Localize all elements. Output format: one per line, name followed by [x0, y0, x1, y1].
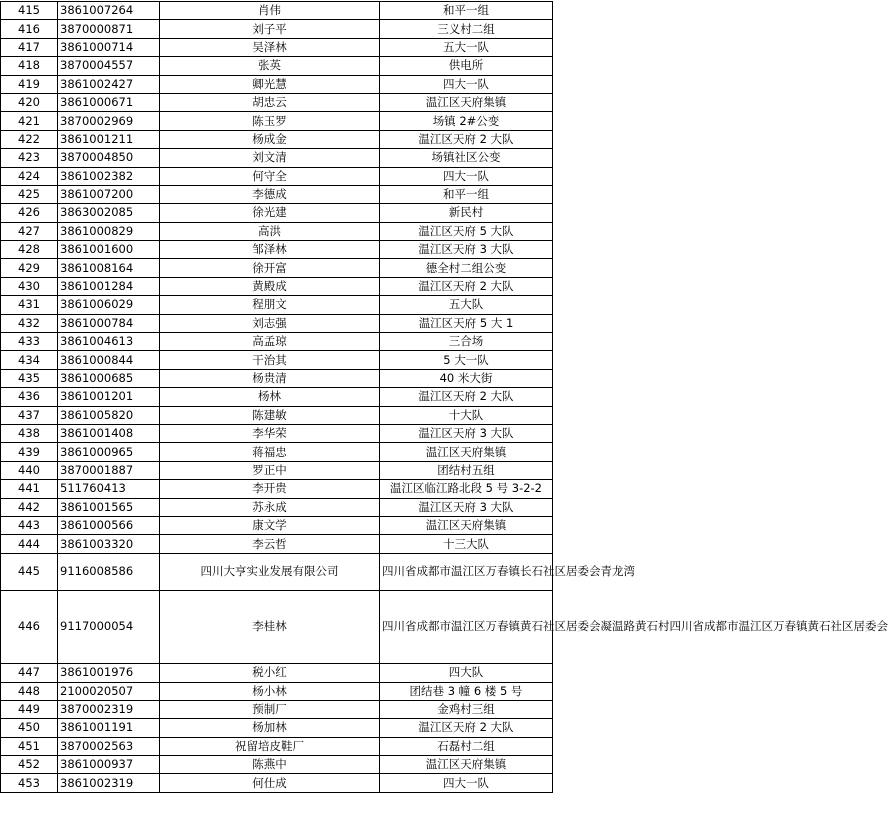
account-number-cell: 3861004613: [58, 333, 160, 351]
customer-name-cell: 邹泽林: [160, 241, 380, 259]
table-row: [1, 516, 553, 534]
customer-name-cell: 李华荣: [160, 424, 380, 442]
row-number-cell: 433: [1, 333, 58, 351]
customer-name-cell: 李开贵: [160, 480, 380, 498]
account-number-cell: 511760413: [58, 480, 160, 498]
account-number-cell: 3870000871: [58, 20, 160, 38]
customer-name-cell: 预制厂: [160, 700, 380, 718]
address-cell: 四大一队: [380, 774, 553, 792]
table-row: [1, 2, 553, 20]
account-number-cell: 3861001191: [58, 719, 160, 737]
account-number-cell: 3870002563: [58, 737, 160, 755]
table-row: [1, 737, 553, 755]
row-number-cell: 441: [1, 480, 58, 498]
address-cell: 四大一队: [380, 167, 553, 185]
address-cell: 和平一组: [380, 185, 553, 203]
address-cell: 金鸡村三组: [380, 700, 553, 718]
row-number-cell: 450: [1, 719, 58, 737]
address-cell: 五大一队: [380, 38, 553, 56]
table-row: [1, 774, 553, 792]
customer-name-cell: 税小红: [160, 664, 380, 682]
account-number-cell: 3861001600: [58, 241, 160, 259]
table-row: [1, 93, 553, 111]
table-row: [1, 388, 553, 406]
row-number-cell: 415: [1, 2, 58, 20]
address-cell: 5 大一队: [380, 351, 553, 369]
table-row: [1, 222, 553, 240]
table-row: [1, 424, 553, 442]
address-cell: 四川省成都市温江区万春镇黄石社区居委会凝温路黄石村四川省成都市温江区万春镇黄石社区居委会: [380, 590, 553, 664]
customer-name-cell: 杨成金: [160, 130, 380, 148]
row-number-cell: 435: [1, 369, 58, 387]
customer-name-cell: 胡忠云: [160, 93, 380, 111]
account-number-cell: 3861002427: [58, 75, 160, 93]
account-number-cell: 9116008586: [58, 553, 160, 590]
table-row: [1, 112, 553, 130]
address-cell: 三义村二组: [380, 20, 553, 38]
row-number-cell: 425: [1, 185, 58, 203]
address-cell: 场镇社区公变: [380, 149, 553, 167]
customer-name-cell: 罗正中: [160, 461, 380, 479]
row-number-cell: 448: [1, 682, 58, 700]
customer-name-cell: 高孟琼: [160, 333, 380, 351]
table-row: [1, 351, 553, 369]
address-cell: 温江区天府 5 大队: [380, 222, 553, 240]
account-number-cell: 3861000685: [58, 369, 160, 387]
table-row: [1, 38, 553, 56]
account-number-cell: 3861001408: [58, 424, 160, 442]
table-row: [1, 480, 553, 498]
address-cell: 温江区天府 5 大 1: [380, 314, 553, 332]
account-number-cell: 3863002085: [58, 204, 160, 222]
address-cell: 温江区天府集镇: [380, 93, 553, 111]
customer-name-cell: 康文学: [160, 516, 380, 534]
row-number-cell: 427: [1, 222, 58, 240]
address-cell: 和平一组: [380, 2, 553, 20]
table-row: [1, 719, 553, 737]
account-number-cell: 3870002969: [58, 112, 160, 130]
customer-name-cell: 陈建敏: [160, 406, 380, 424]
address-cell: 场镇 2#公变: [380, 112, 553, 130]
row-number-cell: 442: [1, 498, 58, 516]
account-number-cell: 3861001976: [58, 664, 160, 682]
address-cell: 温江区天府集镇: [380, 756, 553, 774]
row-number-cell: 446: [1, 590, 58, 664]
row-number-cell: 451: [1, 737, 58, 755]
address-cell: 温江区天府 2 大队: [380, 719, 553, 737]
customer-name-cell: 吴泽林: [160, 38, 380, 56]
account-number-cell: 3861001565: [58, 498, 160, 516]
row-number-cell: 420: [1, 93, 58, 111]
row-number-cell: 452: [1, 756, 58, 774]
row-number-cell: 419: [1, 75, 58, 93]
account-number-cell: 9117000054: [58, 590, 160, 664]
row-number-cell: 439: [1, 443, 58, 461]
table-row: [1, 406, 553, 424]
account-number-cell: 3861000671: [58, 93, 160, 111]
address-cell: 四大队: [380, 664, 553, 682]
address-cell: 温江区天府集镇: [380, 443, 553, 461]
address-cell: 三合场: [380, 333, 553, 351]
row-number-cell: 431: [1, 296, 58, 314]
customer-name-cell: 李德成: [160, 185, 380, 203]
account-number-cell: 3870002319: [58, 700, 160, 718]
customer-name-cell: 何仕成: [160, 774, 380, 792]
table-row: [1, 700, 553, 718]
table-row: [1, 756, 553, 774]
customer-name-cell: 卿光慧: [160, 75, 380, 93]
customer-name-cell: 杨贵清: [160, 369, 380, 387]
customer-name-cell: 刘文清: [160, 149, 380, 167]
customer-name-cell: 杨林: [160, 388, 380, 406]
account-number-cell: 3861001211: [58, 130, 160, 148]
address-cell: 四川省成都市温江区万春镇长石社区居委会青龙湾: [380, 553, 553, 590]
table-row: [1, 664, 553, 682]
row-number-cell: 432: [1, 314, 58, 332]
account-number-cell: 3861000566: [58, 516, 160, 534]
account-number-cell: 3861002382: [58, 167, 160, 185]
row-number-cell: 421: [1, 112, 58, 130]
address-cell: 温江区天府 2 大队: [380, 388, 553, 406]
account-number-cell: 3861000714: [58, 38, 160, 56]
account-number-cell: 3870001887: [58, 461, 160, 479]
address-cell: 四大一队: [380, 75, 553, 93]
row-number-cell: 438: [1, 424, 58, 442]
account-number-cell: 3861000965: [58, 443, 160, 461]
record-table: [0, 1, 888, 793]
row-number-cell: 418: [1, 57, 58, 75]
account-number-cell: 3861003320: [58, 535, 160, 553]
account-number-cell: 3861000844: [58, 351, 160, 369]
table-row: [1, 535, 553, 553]
table-row: [1, 20, 553, 38]
customer-name-cell: 肖伟: [160, 2, 380, 20]
table-row: [1, 57, 553, 75]
row-number-cell: 429: [1, 259, 58, 277]
row-number-cell: 428: [1, 241, 58, 259]
address-cell: 新民村: [380, 204, 553, 222]
row-number-cell: 434: [1, 351, 58, 369]
address-cell: 十大队: [380, 406, 553, 424]
row-number-cell: 422: [1, 130, 58, 148]
table-row: [1, 314, 553, 332]
account-number-cell: 3861001201: [58, 388, 160, 406]
customer-name-cell: 程朋文: [160, 296, 380, 314]
table-row: [1, 682, 553, 700]
row-number-cell: 416: [1, 20, 58, 38]
address-cell: 温江区天府集镇: [380, 516, 553, 534]
address-cell: 温江区天府 3 大队: [380, 424, 553, 442]
account-number-cell: 3861000937: [58, 756, 160, 774]
account-number-cell: 3861008164: [58, 259, 160, 277]
row-number-cell: 437: [1, 406, 58, 424]
customer-name-cell: 杨加林: [160, 719, 380, 737]
table-row: [1, 259, 553, 277]
table-row: [1, 277, 553, 295]
customer-name-cell: 祝留培皮鞋厂: [160, 737, 380, 755]
table-row: [1, 443, 553, 461]
customer-name-cell: 高洪: [160, 222, 380, 240]
address-cell: 温江区天府 2 大队: [380, 277, 553, 295]
address-cell: 温江区临江路北段 5 号 3-2-2: [380, 480, 553, 498]
row-number-cell: 447: [1, 664, 58, 682]
table-row: [1, 185, 553, 203]
table-row: [1, 204, 553, 222]
table-row: [1, 241, 553, 259]
address-cell: 石磊村二组: [380, 737, 553, 755]
address-cell: 德全村二组公变: [380, 259, 553, 277]
account-number-cell: 3861006029: [58, 296, 160, 314]
account-number-cell: 3870004850: [58, 149, 160, 167]
account-number-cell: 3861000784: [58, 314, 160, 332]
table-row: [1, 149, 553, 167]
customer-name-cell: 刘子平: [160, 20, 380, 38]
customer-name-cell: 干治其: [160, 351, 380, 369]
table-row: [1, 167, 553, 185]
account-number-cell: 2100020507: [58, 682, 160, 700]
customer-name-cell: 何守全: [160, 167, 380, 185]
row-number-cell: 445: [1, 553, 58, 590]
address-cell: 五大队: [380, 296, 553, 314]
customer-name-cell: 陈燕中: [160, 756, 380, 774]
customer-name-cell: 杨小林: [160, 682, 380, 700]
record-table-body: [1, 2, 888, 793]
address-cell: 40 米大街: [380, 369, 553, 387]
customer-name-cell: 苏永成: [160, 498, 380, 516]
row-number-cell: 430: [1, 277, 58, 295]
account-number-cell: 3861005820: [58, 406, 160, 424]
address-cell: 十三大队: [380, 535, 553, 553]
address-cell: 温江区天府 3 大队: [380, 241, 553, 259]
row-number-cell: 444: [1, 535, 58, 553]
customer-name-cell: 张英: [160, 57, 380, 75]
table-row: [1, 130, 553, 148]
table-row: [1, 553, 553, 590]
row-number-cell: 426: [1, 204, 58, 222]
customer-name-cell: 黄殿成: [160, 277, 380, 295]
table-row: [1, 369, 553, 387]
customer-name-cell: 四川大亨实业发展有限公司: [160, 553, 380, 590]
address-cell: 温江区天府 3 大队: [380, 498, 553, 516]
table-row: [1, 75, 553, 93]
address-cell: 团结村五组: [380, 461, 553, 479]
customer-name-cell: 徐开富: [160, 259, 380, 277]
row-number-cell: 436: [1, 388, 58, 406]
customer-name-cell: 徐光建: [160, 204, 380, 222]
row-number-cell: 453: [1, 774, 58, 792]
row-number-cell: 449: [1, 700, 58, 718]
account-number-cell: 3870004557: [58, 57, 160, 75]
row-number-cell: 417: [1, 38, 58, 56]
table-row: [1, 498, 553, 516]
row-number-cell: 443: [1, 516, 58, 534]
table-row: [1, 296, 553, 314]
customer-name-cell: 蒋福忠: [160, 443, 380, 461]
customer-name-cell: 李桂林: [160, 590, 380, 664]
account-number-cell: 3861002319: [58, 774, 160, 792]
customer-name-cell: 刘志强: [160, 314, 380, 332]
address-cell: 温江区天府 2 大队: [380, 130, 553, 148]
account-number-cell: 3861001284: [58, 277, 160, 295]
address-cell: 团结巷 3 幢 6 楼 5 号: [380, 682, 553, 700]
table-row: [1, 333, 553, 351]
table-row: [1, 590, 553, 664]
account-number-cell: 3861007264: [58, 2, 160, 20]
row-number-cell: 440: [1, 461, 58, 479]
row-number-cell: 423: [1, 149, 58, 167]
account-number-cell: 3861000829: [58, 222, 160, 240]
customer-name-cell: 陈玉罗: [160, 112, 380, 130]
table-row: [1, 461, 553, 479]
customer-name-cell: 李云哲: [160, 535, 380, 553]
account-number-cell: 3861007200: [58, 185, 160, 203]
row-number-cell: 424: [1, 167, 58, 185]
address-cell: 供电所: [380, 57, 553, 75]
